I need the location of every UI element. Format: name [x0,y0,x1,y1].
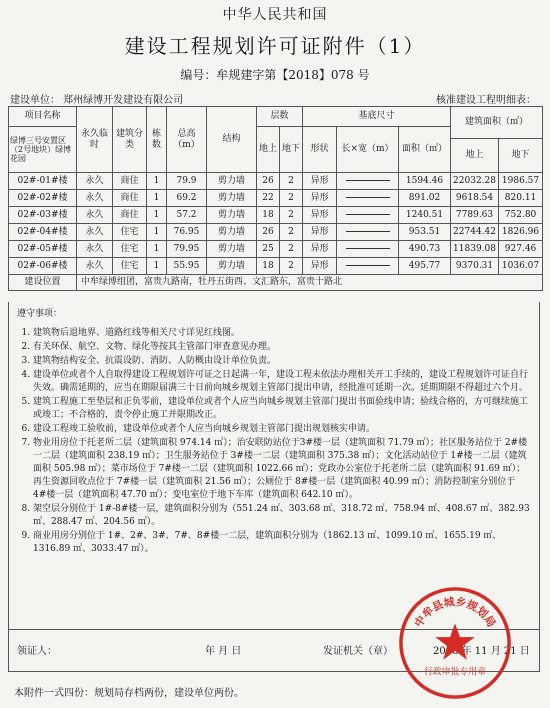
table-row [9,173,543,190]
header-area: 面积（㎡） [399,127,451,173]
permanence-cell: 永久 [77,241,113,258]
building-name-cell: 02#-01#楼 [9,173,77,190]
header-height: 总高（m） [167,107,207,173]
building-area-up-cell: 11839.08 [451,241,499,258]
length-width-cell [337,190,399,207]
construction-unit: 建设单位： 郑州绿博开发建设有限公司 [10,95,184,106]
table-row [9,207,543,224]
permanence-cell: 永久 [77,173,113,190]
empty-dash [346,214,390,215]
header-category: 建筑分类 [113,107,147,173]
shape-cell: 异形 [303,224,337,241]
building-area-up-cell: 9618.54 [451,190,499,207]
building-area-up-cell: 9370.31 [451,258,499,275]
length-width-cell [337,258,399,275]
base-area-cell: 1594.46 [399,173,451,190]
note-item: 5. 建筑工程施工至垫层和正负零前，建设单位或者个人应当向城乡规划主管部门提出书面验线申请；验线合格的，方可继续施工或竣工；不合格的，责令停止施工并限期改正。 [33,396,531,422]
structure-cell: 剪力墙 [207,190,257,207]
issue-date: 2018 年 11 月 21 日 [433,646,530,657]
table-row [9,241,543,258]
category-cell: 住宅 [113,258,147,275]
header-barea-up: 地上 [451,139,499,173]
count-cell: 1 [147,258,167,275]
count-cell: 1 [147,241,167,258]
building-area-down-cell: 752.80 [499,207,543,224]
location-label: 建设位置 [9,275,77,291]
count-cell: 1 [147,190,167,207]
structure-cell: 剪力墙 [207,224,257,241]
building-name-cell: 02#-06#楼 [9,258,77,275]
header-floors-up: 地上 [257,127,280,173]
base-area-cell: 1240.51 [399,207,451,224]
note-item: 4. 建设单位或者个人自取得建设工程规划许可证之日起满一年，建设工程未依法办理相关开工手续的，建设工程规划许可证自行失效。确需延期的，应当在期限届满三十日前向城乡规划主管部门提出申请，经批准可延期一次。延期期限不得超过六个月。 [33,369,531,395]
header-structure: 结构 [207,107,257,173]
height-cell: 76.95 [167,224,207,241]
height-cell: 57.2 [167,207,207,224]
notes-list [17,327,531,556]
note-item: 8. 架空层分别位于 1#-8#楼一层，建筑面积分别为（551.24 ㎡、303.68 ㎡、318.72 ㎡、758.94 ㎡、408.67 ㎡、382.93 ㎡、288.47 ㎡、204.56 ㎡）。 [33,503,531,529]
shape-cell: 异形 [303,190,337,207]
header-floors: 层数 [257,107,303,127]
count-cell: 1 [147,224,167,241]
structure-cell: 剪力墙 [207,241,257,258]
empty-dash [346,197,390,198]
empty-dash [346,248,390,249]
empty-dash [346,180,390,181]
length-width-cell [337,224,399,241]
category-cell: 商住 [113,173,147,190]
shape-cell: 异形 [303,258,337,275]
table-row [9,190,543,207]
height-cell: 55.95 [167,258,207,275]
header-building-area: 建筑面积（㎡） [451,107,543,139]
note-item: 2. 有关环保、航空、文物、绿化等按其主管部门审查意见办理。 [33,341,531,354]
project-name: 绿博三号安置区（2号地块）绿博花园 [9,127,77,173]
table-row [9,224,543,241]
structure-cell: 剪力墙 [207,258,257,275]
building-name-cell: 02#-04#楼 [9,224,77,241]
category-cell: 商住 [113,207,147,224]
header-floors-down: 地下 [280,127,303,173]
floors-up-cell: 26 [257,224,280,241]
floors-up-cell: 22 [257,190,280,207]
floors-down-cell: 2 [280,258,303,275]
receiver-date: 年 月 日 [205,646,242,657]
building-area-down-cell: 927.46 [499,241,543,258]
floors-down-cell: 2 [280,190,303,207]
header-length-width: 长×宽（m） [337,127,399,173]
building-name-cell: 02#-02#楼 [9,190,77,207]
length-width-cell [337,173,399,190]
building-area-down-cell: 1826.96 [499,224,543,241]
floors-up-cell: 18 [257,207,280,224]
location-value: 中牟绿博组团，富贵九路南，牡丹五街西、文汇路东，富贵十路北 [77,275,543,291]
footer-note: 本附件一式四份：规划局存档两份，建设单位两份。 [14,688,244,699]
structure-cell: 剪力墙 [207,207,257,224]
seal-text-top: 中牟县城乡规划局 [411,595,499,630]
header-shape: 形状 [303,127,337,173]
building-area-up-cell: 22032.28 [451,173,499,190]
building-area-down-cell: 820.11 [499,190,543,207]
header-count: 栋数 [147,107,167,173]
document-number: 编号：牟规建字第【2018】078 号 [180,68,370,82]
shape-cell: 异形 [303,173,337,190]
note-item: 1. 建筑物后退地界、道路红线等相关尺寸详见红线图。 [33,327,531,340]
shape-cell: 异形 [303,207,337,224]
building-area-down-cell: 1986.57 [499,173,543,190]
meta-line [10,91,536,105]
location-row [9,275,543,291]
table-header-row [9,107,543,127]
official-seal [396,584,514,702]
header-base: 基底尺寸 [303,107,451,127]
length-width-cell [337,241,399,258]
floors-down-cell: 2 [280,241,303,258]
header-permanence: 永久临时 [77,107,113,173]
permanence-cell: 永久 [77,207,113,224]
notes-title: 遵守事项： [17,309,63,319]
height-cell: 69.2 [167,190,207,207]
height-cell: 79.95 [167,241,207,258]
floors-down-cell: 2 [280,207,303,224]
height-cell: 79.9 [167,173,207,190]
building-name-cell: 02#-03#楼 [9,207,77,224]
header-project-name: 项目名称 [9,107,77,127]
base-area-cell: 891.02 [399,190,451,207]
shape-cell: 异形 [303,241,337,258]
floors-down-cell: 2 [280,224,303,241]
floors-up-cell: 26 [257,173,280,190]
detail-label: 核准建设工程明细表： [436,95,536,106]
base-area-cell: 495.77 [399,258,451,275]
count-cell: 1 [147,173,167,190]
empty-dash [346,231,390,232]
empty-dash [346,265,390,266]
building-area-up-cell: 22744.42 [451,224,499,241]
structure-cell: 剪力墙 [207,173,257,190]
note-item: 6. 建设工程竣工验收前，建设单位或者个人应当向城乡规划主管部门提出规划核实申请。 [33,423,531,436]
note-item: 3. 建筑物结构安全、抗震设防、消防、人防概由设计单位负责。 [33,355,531,368]
document-title: 建设工程规划许可证附件（1） [124,34,426,58]
count-cell: 1 [147,207,167,224]
seal-star-icon [435,623,474,659]
notes-section [8,302,540,630]
category-cell: 住宅 [113,224,147,241]
seal-text-bottom: 行政审批专用章 [424,667,486,678]
category-cell: 商住 [113,190,147,207]
building-area-up-cell: 7789.63 [451,207,499,224]
floors-down-cell: 2 [280,173,303,190]
header-barea-down: 地下 [499,139,543,173]
floors-up-cell: 18 [257,258,280,275]
building-area-down-cell: 1036.07 [499,258,543,275]
floors-up-cell: 25 [257,241,280,258]
table-row [9,258,543,275]
permanence-cell: 永久 [77,224,113,241]
length-width-cell [337,207,399,224]
permanence-cell: 永久 [77,258,113,275]
country-title: 中华人民共和国 [222,7,328,23]
note-item: 9. 商业用房分别位于 1#、2#、3#、7#、8#楼一二层，建筑面积分别为（1862.13 ㎡、1099.10 ㎡、1655.19 ㎡、1316.89 ㎡、3033.47 ㎡）。 [33,530,531,556]
building-name-cell: 02#-05#楼 [9,241,77,258]
base-area-cell: 953.51 [399,224,451,241]
note-item: 7. 物业用房位于托老所二层（建筑面积 974.14 ㎡）；治安联防站位于3#楼一层（建筑面积 71.79 ㎡）；社区服务站位于 2#楼一二层（建筑面积 238.19 ㎡）；卫生服务站位于 3#楼一二层（建筑面积 375.38 ㎡）；文化活动站位于 1#楼一二层（建筑面积 505.98 ㎡）；菜市场位于 7#楼一二层（建筑面积 1022.66 ㎡）；党政办公室位于托老所二层（建筑面积 91.69 ㎡）；再生资源回收点位于 7#楼一层（建筑面积 21.56 ㎡）；公厕位于 8#楼一层（建筑面积 40.99 ㎡）；消防控制室分别位于 4#楼一层（建筑面积 47.70 ㎡）；变电室位于地下车库（建筑面积 642.10 ㎡）。 [33,437,531,502]
permanence-cell: 永久 [77,190,113,207]
project-table [8,106,543,291]
issuer-label: 发证机关（章） [323,646,393,657]
base-area-cell: 490.73 [399,241,451,258]
category-cell: 住宅 [113,241,147,258]
receiver-label: 领证人： [17,646,57,657]
